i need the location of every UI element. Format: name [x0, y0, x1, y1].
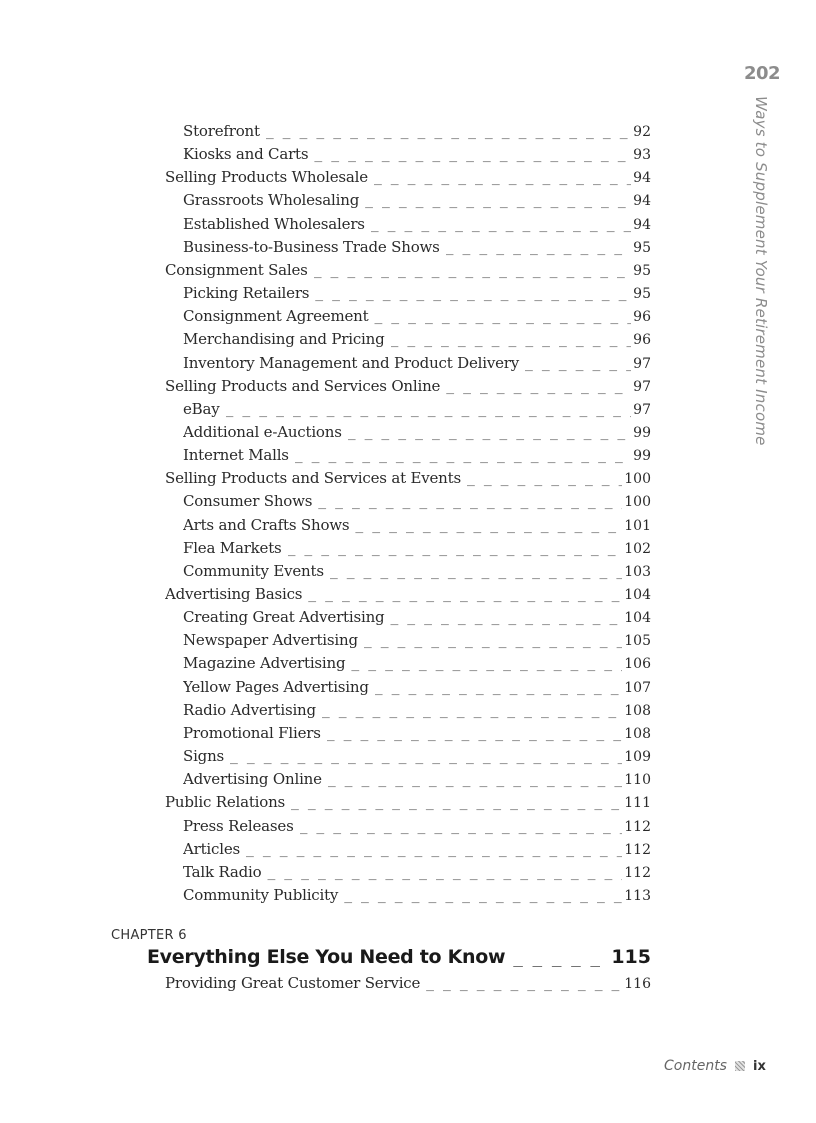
toc-entry-label: Inventory Management and Product Delivery [183, 353, 520, 372]
toc-entry-label: Internet Malls [183, 446, 289, 465]
toc-entry[interactable] [183, 630, 651, 652]
toc-entry-page-number: 99 [633, 424, 651, 441]
leader-dots [371, 216, 631, 236]
leader-dots [446, 239, 632, 259]
leader-dots [374, 169, 631, 189]
toc-entry-label: Press Releases [183, 816, 294, 835]
leader-dots [355, 517, 622, 537]
toc-entry[interactable] [183, 677, 651, 699]
leader-dots [295, 447, 631, 467]
toc-entry-label: Promotional Fliers [183, 723, 321, 742]
leader-dots [446, 378, 631, 398]
toc-entry-page-number: 94 [633, 193, 651, 210]
toc-entry-label: Articles [183, 839, 241, 858]
toc-entry[interactable] [183, 885, 651, 907]
toc-entry-page-number: 112 [624, 818, 651, 835]
leader-dots [374, 308, 631, 328]
leader-dots [327, 725, 623, 745]
toc-entry-page-number: 104 [624, 587, 651, 603]
toc-entry[interactable] [183, 283, 651, 305]
toc-entry-page-number: 102 [624, 540, 651, 557]
toc-entry-label: Merchandising and Pricing [183, 330, 385, 349]
toc-entry[interactable] [183, 121, 651, 143]
toc-entry[interactable] [183, 399, 651, 421]
toc-entry-page-number: 96 [633, 332, 651, 349]
toc-entry-label: Additional e-Auctions [183, 422, 342, 441]
toc-entry-label: Community Events [183, 561, 324, 580]
toc-entry-label: Creating Great Advertising [183, 608, 385, 627]
leader-dots [328, 771, 622, 791]
toc-entry-page-number: 97 [633, 355, 651, 372]
toc-entry-label: eBay [183, 399, 220, 418]
leader-dots [330, 563, 622, 583]
toc-entry-page-number: 109 [624, 749, 651, 766]
toc-entry[interactable] [183, 144, 651, 166]
leader-dots [230, 748, 622, 768]
toc-entry-page-number: 101 [624, 517, 651, 534]
toc-entry-label: Established Wholesalers [183, 214, 365, 233]
toc-entry-label: Business-to-Business Trade Shows [183, 237, 440, 256]
toc-entry[interactable] [183, 491, 651, 513]
toc-entry[interactable] [183, 445, 651, 467]
toc-entry-page-number: 95 [633, 239, 651, 256]
toc-entry[interactable] [183, 353, 651, 375]
leader-dots [266, 123, 631, 143]
page-footer [664, 1058, 766, 1074]
toc-entry-label: Magazine Advertising [183, 654, 346, 673]
toc-entry-page-number: 107 [624, 679, 651, 696]
toc-entry[interactable] [183, 214, 651, 236]
toc-entry[interactable] [183, 723, 651, 745]
leader-dots [318, 493, 622, 513]
chapter-title: Everything Else You Need to Know [147, 946, 506, 968]
toc-entry-label: Selling Products Wholesale [165, 168, 368, 187]
toc-entry-page-number: 116 [624, 976, 651, 992]
toc-entry-page-number: 100 [624, 494, 651, 511]
leader-dots [314, 146, 631, 166]
toc-entry-page-number: 95 [633, 286, 651, 303]
toc-entry-label: Selling Products and Services Online [165, 376, 441, 395]
leader-dots [344, 887, 622, 907]
toc-entry-label: Selling Products and Services at Events [165, 469, 461, 488]
toc-entry[interactable] [165, 973, 651, 995]
toc-entry-label: Talk Radio [183, 862, 262, 881]
toc-entry[interactable] [183, 237, 651, 259]
toc-entry[interactable] [183, 422, 651, 444]
toc-entry[interactable] [183, 653, 651, 675]
toc-entry-page-number: 113 [624, 887, 651, 904]
toc-entry-page-number: 112 [624, 841, 651, 858]
toc-entry-page-number: 94 [633, 216, 651, 233]
toc-entry-page-number: 93 [633, 147, 651, 164]
leader-dots [390, 609, 622, 629]
toc-entry-label: Public Relations [165, 793, 286, 812]
toc-entry-label: Grassroots Wholesaling [183, 191, 360, 210]
toc-entry-label: Providing Great Customer Service [165, 974, 421, 992]
leader-dots [426, 975, 622, 995]
chapter-page-number: 115 [611, 946, 651, 968]
toc-entry-page-number: 105 [624, 633, 651, 650]
leader-dots [246, 841, 622, 861]
toc-entry[interactable] [183, 306, 651, 328]
toc-entry[interactable] [165, 376, 651, 398]
toc-entry[interactable] [183, 862, 651, 884]
toc-entry-label: Storefront [183, 122, 260, 140]
toc-entry[interactable] [183, 746, 651, 768]
leader-dots [267, 864, 622, 884]
leader-dots [351, 655, 622, 675]
leader-dots [314, 262, 631, 282]
toc-entry-label: Community Publicity [183, 885, 339, 904]
toc-entry[interactable] [183, 515, 651, 537]
toc-entry-label: Newspaper Advertising [183, 631, 358, 650]
running-head-title: Ways to Supplement Your Retirement Income [752, 96, 770, 446]
square-icon [735, 1061, 745, 1071]
toc-entry-page-number: 104 [624, 610, 651, 627]
toc-entry-page-number: 111 [624, 795, 651, 812]
toc-entry-label: Consignment Agreement [183, 307, 369, 326]
footer-page-number: ix [752, 1058, 766, 1074]
toc-entry[interactable] [183, 561, 651, 583]
leader-dots [315, 285, 631, 305]
toc-entry[interactable] [165, 584, 651, 606]
toc-entry-label: Arts and Crafts Shows [183, 515, 350, 534]
leader-dots [375, 679, 623, 699]
leader-dots [365, 192, 631, 212]
leader-dots [288, 540, 623, 560]
chapter-title-row[interactable] [147, 946, 651, 968]
toc-entry-label: Advertising Basics [165, 585, 303, 603]
toc-entry-label: Radio Advertising [183, 700, 316, 719]
toc-entry[interactable] [183, 816, 651, 838]
toc-entry-page-number: 103 [624, 563, 651, 580]
chapter-label: CHAPTER 6 [111, 928, 187, 943]
toc-entry-page-number: 106 [624, 656, 651, 673]
toc-entry-page-number: 97 [633, 378, 651, 395]
toc-entry-page-number: 95 [633, 262, 651, 279]
leader-dots [348, 424, 631, 444]
toc-entry-page-number: 100 [624, 471, 651, 488]
toc-entry[interactable] [183, 607, 651, 629]
toc-entry-label: Consumer Shows [183, 492, 313, 511]
toc-entry-page-number: 112 [624, 864, 651, 881]
leader-dots [322, 702, 622, 722]
toc-entry[interactable] [183, 769, 651, 791]
toc-entry-page-number: 92 [633, 124, 651, 140]
leader-dots [467, 470, 622, 490]
toc-entry[interactable] [183, 538, 651, 560]
toc-entry-label: Kiosks and Carts [183, 145, 309, 164]
toc-entry-label: Signs [183, 747, 225, 766]
toc-entry-label: Picking Retailers [183, 284, 310, 303]
toc-entry[interactable] [165, 792, 651, 814]
leader-dots [525, 355, 631, 375]
toc-entry-label: Advertising Online [183, 770, 322, 789]
toc-entry[interactable] [165, 167, 651, 189]
toc-entry-label: Yellow Pages Advertising [183, 677, 369, 696]
toc-entry[interactable] [183, 839, 651, 861]
footer-section-name: Contents [664, 1058, 727, 1074]
toc-entry-page-number: 110 [624, 772, 651, 789]
toc-entry-label: Flea Markets [183, 538, 282, 557]
leader-dots [300, 818, 623, 838]
toc-entry[interactable] [165, 468, 651, 490]
book-number: 202 [744, 63, 781, 84]
toc-entry-label: Consignment Sales [165, 260, 308, 279]
toc-entry[interactable] [183, 190, 651, 212]
toc-entry[interactable] [183, 700, 651, 722]
leader-dots [513, 948, 609, 967]
leader-dots [391, 331, 632, 351]
leader-dots [291, 794, 622, 814]
toc-entry[interactable] [165, 260, 651, 282]
toc-entry-page-number: 99 [633, 448, 651, 465]
leader-dots [226, 401, 632, 421]
leader-dots [308, 586, 622, 606]
toc-entry-page-number: 108 [624, 725, 651, 742]
leader-dots [364, 632, 622, 652]
toc-entry-page-number: 96 [633, 309, 651, 326]
toc-entry-page-number: 108 [624, 702, 651, 719]
toc-entry-page-number: 94 [633, 170, 651, 187]
toc-entry-page-number: 97 [633, 401, 651, 418]
toc-entry[interactable] [183, 329, 651, 351]
